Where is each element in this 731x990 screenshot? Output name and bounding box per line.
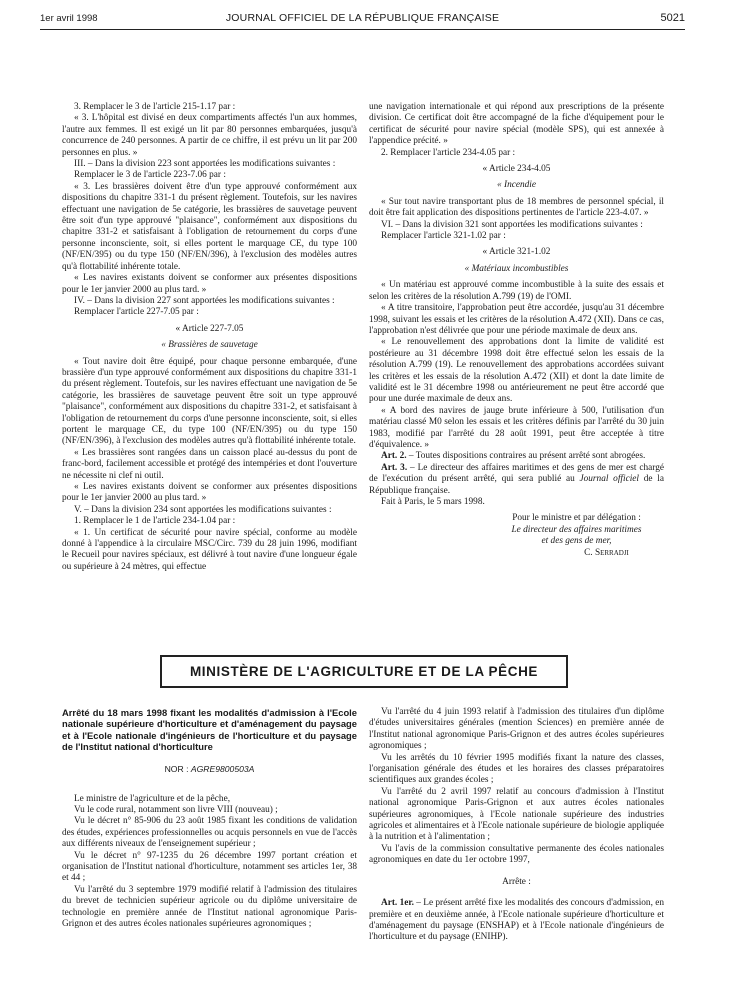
paragraph: Vu le décret n° 85-906 du 23 août 1985 fixant les conditions de validation des études, expériences professionnelles ou acquis personnels en vue de l'accès aux différents niveaux de l'enseignement supérieur ; xyxy=(62,816,357,850)
article-subheading: « Incendie xyxy=(497,180,536,191)
paragraph xyxy=(369,898,664,944)
paragraph xyxy=(369,451,664,462)
paragraph: Remplacer l'article 227-7.05 par : xyxy=(74,307,199,318)
paragraph xyxy=(369,463,664,497)
nor-reference xyxy=(62,764,357,775)
page-number: 5021 xyxy=(660,12,685,24)
column-4 xyxy=(369,707,664,944)
article-heading: « Article 321-1.02 xyxy=(482,247,551,258)
paragraph: « Les navires existants doivent se conformer aux présentes dispositions pour le 1er janvier 2000 au plus tard. » xyxy=(62,482,357,504)
paragraph: Vu l'avis de la commission consultative permanente des écoles nationales agronomiques en date du 1er octobre 1997, xyxy=(369,843,664,866)
column-1 xyxy=(62,102,357,573)
paragraph: Vu l'arrêté du 4 juin 1993 relatif à l'admission des titulaires d'un diplôme d'études universitaires générales (mention Sciences) en première année de l'Institut national agronomique Paris-Grignon et des autres écoles supérieures agronomiques ; xyxy=(369,707,664,752)
paragraph: « Les brassières sont rangées dans un caisson placé au-dessus du pont de franc-bord, facilement accessible et protégé des intempéries et dont l'ouverture ne nécessite ni clef ni outil. xyxy=(62,447,357,481)
column-3 xyxy=(62,707,357,930)
signing-place-date: Fait à Paris, le 5 mars 1998. xyxy=(381,497,485,507)
column-2 xyxy=(369,102,664,559)
paragraph: « 3. L'hôpital est divisé en deux compartiments affectés l'un aux hommes, l'autre aux femmes. Il est exigé un lit par 80 personnes embarquées, jusqu'à concurrence de 240 personnes. A partir de ce chiffre, il est prévu un lit par 200 personnes en plus. » xyxy=(62,113,357,158)
issue-date: 1er avril 1998 xyxy=(40,13,98,24)
article-subheading: « Brassières de sauvetage xyxy=(161,340,258,351)
arrete-title: Arrêté du 18 mars 1998 fixant les modalités d'admission à l'Ecole nationale supérieure d'horticulture et d'aménagement du paysage et à l'Ecole nationale d'ingénieurs de l'horticulture et du paysage de l'Institut national d'horticulture xyxy=(62,707,357,752)
header-rule xyxy=(40,29,685,30)
article-text: de la République française. xyxy=(369,474,665,496)
paragraph: V. – Dans la division 234 sont apportées les modifications suivantes : xyxy=(74,504,332,515)
paragraph: Vu le décret n° 97-1235 du 26 décembre 1997 portant création et organisation de l'Institut national d'horticulture, notamment ses articles 1er, 38 et 44 ; xyxy=(62,850,357,884)
nor-value: AGRE9800503A xyxy=(190,764,255,775)
article-label: Art. 3. xyxy=(381,462,408,473)
paragraph: « 3. Les brassières doivent être d'un type approuvé conformément aux dispositions du chapitre 331-1 du présent règlement. Toutefois, sur les navires effectuant une navigation de 5e catégorie, les brassières de sauvetage peuvent être soit d'un type approuvé "plaisance", conformément aux dispositions du chapitre 331-2 et satisfaisant à l'obligation de retournement du corps d'une personne inconsciente, soit, si elles portent le marquage CE, du type 100 (NF/EN/395) ou du type 150 (NF/EN/396), à l'exclusion des modèles autres qu'à flottabilité inhérente totale. xyxy=(62,181,357,272)
paragraph: III. – Dans la division 223 sont apportées les modifications suivantes : xyxy=(74,159,336,170)
nor-label: NOR : xyxy=(164,764,191,775)
article-heading: « Article 227-7.05 xyxy=(175,323,244,334)
article-subheading: « Matériaux incombustibles xyxy=(464,263,569,274)
signatory-name: C. Serradji xyxy=(584,547,629,558)
journal-reference: Journal officiel xyxy=(579,474,639,485)
paragraph: Vu le code rural, notamment son livre VIII (nouveau) ; xyxy=(74,805,278,815)
paragraph: IV. – Dans la division 227 sont apportées les modifications suivantes : xyxy=(74,295,335,306)
paragraph: 2. Remplacer l'article 234-4.05 par : xyxy=(381,147,516,158)
paragraph: Vu les arrêtés du 10 février 1995 modifiés fixant la nature des classes, l'organisation générale des études et les horaires des classes préparatoires scientifiques aux grandes écoles ; xyxy=(369,752,664,786)
article-text: – Toutes dispositions contraires au présent arrêté sont abrogées. xyxy=(406,451,646,462)
paragraph: « 1. Un certificat de sécurité pour navire spécial, conforme au modèle donné à l'appendice à la circulaire MSC/Circ. 739 du 28 juin 1996, modifiant le Recueil pour navires spéciaux, est délivré à tout navire d'une longueur égale ou supérieure à 24 mètres, qui effectue xyxy=(62,527,357,572)
paragraph: « A titre transitoire, l'approbation peut être accordée, jusqu'au 31 décembre 1998, suivant les essais et les critères de la résolution A.472 (XII). Dans ce cas, l'approbation n'est délivrée que pour une période maximale de deux ans. xyxy=(369,303,664,336)
article-label: Art. 2. xyxy=(381,451,407,462)
article-text: – Le directeur des affaires maritimes et des gens de mer est chargé de l'exécution du présent arrêté, qui sera publié au xyxy=(369,462,664,485)
signature-line: Pour le ministre et par délégation : xyxy=(512,513,641,524)
paragraph: « Le renouvellement des approbations dont la limite de validité est postérieure au 31 décembre 1998 doit être effectué selon les essais de la résolution A.799 (19). Le renouvellement des approbations accordées suivant les critères et les essais de la résolution A.472 (XII) et dont la date limite de validité est le 31 décembre 1998 ou antérieurement ne peut être accordé que pour une durée maximale de deux ans. xyxy=(369,337,664,405)
paragraph: une navigation internationale et qui répond aux prescriptions de la présente division. Ce certificat doit être accompagné de la fiche d'équipement pour le certificat de sécurité pour navire spécial (modèle SPS), qui est annexée à l'appendice précité. » xyxy=(369,102,664,147)
article-label: Art. 1er. xyxy=(381,898,414,909)
paragraph: « A bord des navires de jauge brute inférieure à 500, l'utilisation d'un matériau classé M0 selon les essais et les critères définis par l'arrêté du 30 juin 1983, modifié par l'arrêté du 28 août 1991, peut être acceptée à titre d'équivalence. » xyxy=(369,405,664,450)
journal-title: JOURNAL OFFICIEL DE LA RÉPUBLIQUE FRANÇAISE xyxy=(225,12,500,24)
paragraph: Le ministre de l'agriculture et de la pêche, xyxy=(74,793,231,804)
signature-line: Le directeur des affaires maritimes xyxy=(511,524,642,535)
paragraph: VI. – Dans la division 321 sont apportées les modifications suivantes : xyxy=(381,219,643,230)
paragraph: « Les navires existants doivent se conformer aux présentes dispositions pour le 1er janvier 2000 au plus tard. » xyxy=(62,273,357,295)
paragraph: « Tout navire doit être équipé, pour chaque personne embarquée, d'une brassière d'un type approuvé conformément aux dispositions du chapitre 331-1 du présent règlement. Toutefois, sur les navires effectuant une navigation de 5e catégorie, les brassières de sauvetage peuvent être soit un type approuvé "plaisance", conformément aux dispositions du chapitre 331-2, et satisfaisant à l'obligation de retournement du corps d'une personne inconsciente, soit, si elles portent le marquage CE, du type 100 (NF/EN/395) ou du type 150 (NF/EN/396), à l'exclusion des modèles autres qu'à flottabilité inhérente totale. xyxy=(62,356,357,447)
paragraph: 3. Remplacer le 3 de l'article 215-1.17 par : xyxy=(74,102,236,112)
paragraph: Remplacer le 3 de l'article 223-7.06 par : xyxy=(74,170,226,181)
paragraph: 1. Remplacer le 1 de l'article 234-1.04 par : xyxy=(74,516,236,527)
arrete-heading: Arrête : xyxy=(502,876,531,887)
page-header xyxy=(40,11,685,27)
signature-block xyxy=(489,513,664,559)
paragraph: « Un matériau est approuvé comme incombustible à la suite des essais et selon les critères de la résolution A.799 (19) de l'OMI. xyxy=(369,280,664,302)
ministry-banner: MINISTÈRE DE L'AGRICULTURE ET DE LA PÊCHE xyxy=(160,655,568,688)
paragraph: Remplacer l'article 321-1.02 par : xyxy=(381,231,506,242)
signature-line: et des gens de mer, xyxy=(541,536,612,547)
paragraph: Vu l'arrêté du 3 septembre 1979 modifié relatif à l'admission des titulaires du brevet de technicien supérieur agricole ou du diplôme universitaire de technologie en première année de l'Institut national agronomique Paris-Grignon et des autres écoles nationales supérieures agronomiques ; xyxy=(62,884,357,930)
paragraph: Vu l'arrêté du 2 avril 1997 relatif au concours d'admission à l'Institut national agronomique Paris-Grignon et aux autres écoles nationales supérieures agronomiques, à l'Ecole nationale supérieure des industries agricoles et alimentaires et à l'Ecole nationale supérieure de biologie appliquée à la nutrition et à l'alimentation ; xyxy=(369,786,664,843)
article-heading: « Article 234-4.05 xyxy=(482,164,551,175)
paragraph: « Sur tout navire transportant plus de 18 membres de personnel spécial, il doit être fait application des dispositions pertinentes de l'article 223-4.07. » xyxy=(369,196,664,219)
article-text: – Le présent arrêté fixe les modalités des concours d'admission, en première et en deuxième année, à l'Ecole nationale supérieure d'horticulture et d'aménagement du paysage (ENSHAP) et à l'Ecole nationale d'ingénieurs de l'horticulture et du paysage (ENIHP). xyxy=(369,898,664,943)
